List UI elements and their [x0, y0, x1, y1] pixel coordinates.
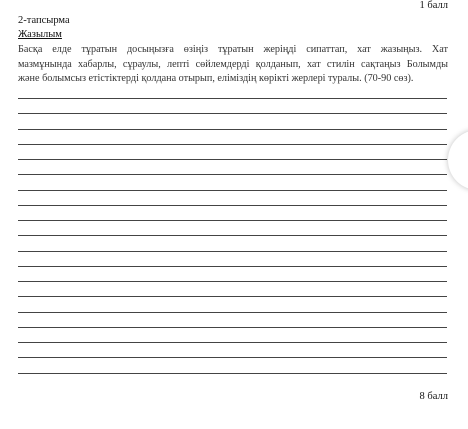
writing-line	[18, 327, 447, 328]
instruction-line-3: және болымсыз етістіктерді қолдана отырып, еліміздің көрікті жерлері туралы. (70-90 сөз).	[18, 73, 414, 84]
writing-line	[18, 144, 447, 145]
writing-line	[18, 205, 447, 206]
writing-line	[18, 129, 447, 130]
writing-line	[18, 235, 447, 236]
section-title: Жазылым	[18, 29, 62, 40]
writing-line	[18, 220, 447, 221]
writing-line	[18, 190, 447, 191]
writing-line	[18, 98, 447, 99]
writing-line	[18, 296, 447, 297]
instruction-line-1: Басқа елде тұратын досыңызға өзіңіз тұратын жеріңді сипаттап, хат жазыңыз. Хат	[18, 44, 448, 55]
writing-line	[18, 342, 447, 343]
score-top: 1 балл	[419, 0, 448, 11]
writing-line	[18, 357, 447, 358]
task-number: 2-тапсырма	[18, 15, 70, 26]
writing-line	[18, 113, 447, 114]
side-scroll-tab[interactable]	[448, 130, 468, 190]
writing-line	[18, 281, 447, 282]
writing-line	[18, 251, 447, 252]
writing-line	[18, 159, 447, 160]
answer-writing-area[interactable]	[18, 96, 447, 386]
writing-line	[18, 312, 447, 313]
writing-line	[18, 373, 447, 374]
instruction-line-2: мазмұнында хабарлы, сұраулы, лепті сөйлемдерді қолданып, хат стилін сақтаңыз Болымды	[18, 58, 448, 70]
task-instructions	[18, 43, 448, 87]
writing-line	[18, 266, 447, 267]
writing-line	[18, 174, 447, 175]
score-bottom: 8 балл	[419, 391, 448, 402]
